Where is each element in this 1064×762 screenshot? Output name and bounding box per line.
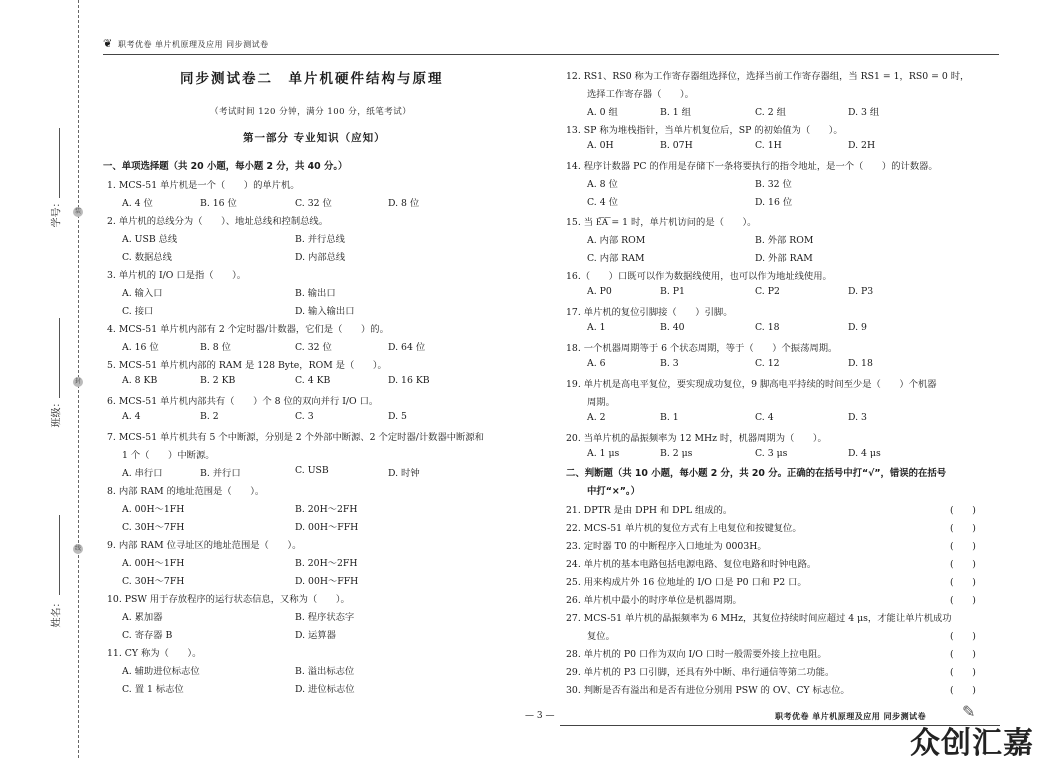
q7-option-d: D. 时钟 <box>388 468 420 479</box>
q2-option-b: B. 并行总线 <box>295 234 345 245</box>
q8-option-b: B. 20H～2FH <box>295 504 358 515</box>
q14-option-b: B. 32 位 <box>755 179 792 190</box>
question-5: 5. MCS-51 单片机内部的 RAM 是 128 Byte，ROM 是（ ）。 <box>107 360 387 371</box>
q10-option-a: A. 累加器 <box>122 612 163 623</box>
q4-option-b: B. 8 位 <box>200 342 231 353</box>
q7-option-b: B. 并行口 <box>200 468 241 479</box>
q4-option-c: C. 32 位 <box>295 342 332 353</box>
q20-option-d: D. 4 μs <box>848 448 881 459</box>
section-1-heading: 一、单项选择题（共 20 小题，每小题 2 分，共 40 分。） <box>103 161 348 172</box>
q12-option-d: D. 3 组 <box>848 107 880 118</box>
q9-option-b: B. 20H～2FH <box>295 558 358 569</box>
q4-option-d: D. 64 位 <box>388 342 426 353</box>
tf-answer-26[interactable]: ( ) <box>950 595 976 606</box>
q19-option-d: D. 3 <box>848 412 867 423</box>
q5-option-b: B. 2 KB <box>200 375 236 386</box>
tf-answer-21[interactable]: ( ) <box>950 505 976 516</box>
q7-option-a: A. 串行口 <box>122 468 163 479</box>
tf-question-22: 22. MCS-51 单片机的复位方式有上电复位和按键复位。 <box>566 523 802 534</box>
q12-option-c: C. 2 组 <box>755 107 786 118</box>
tf-question-26: 26. 单片机中最小的时序单位是机器周期。 <box>566 595 742 606</box>
tf-answer-23[interactable]: ( ) <box>950 541 976 552</box>
q20-option-b: B. 2 μs <box>660 448 693 459</box>
q2-option-d: D. 内部总线 <box>295 252 346 263</box>
question-16: 16.（ ）口既可以作为数据线使用，也可以作为地址线使用。 <box>566 271 832 282</box>
question-11: 11. CY 称为（ ）。 <box>107 648 202 659</box>
q8-option-a: A. 00H～1FH <box>122 504 185 515</box>
q12-option-b: B. 1 组 <box>660 107 691 118</box>
question-14: 14. 程序计数器 PC 的作用是存储下一条将要执行的指令地址，是一个（ ）的计数器。 <box>566 161 938 172</box>
question-19-line-1: 19. 单片机是高电平复位，要实现成功复位，9 脚高电平持续的时间至少是（ ）个机器 <box>566 379 937 390</box>
q16-option-c: C. P2 <box>755 286 780 297</box>
q10-option-b: B. 程序状态字 <box>295 612 355 623</box>
header-text: 职考优卷 单片机原理及应用 同步测试卷 <box>118 40 269 49</box>
q8-option-c: C. 30H～7FH <box>122 522 185 533</box>
tf-answer-24[interactable]: ( ) <box>950 559 976 570</box>
q13-option-c: C. 1H <box>755 140 782 151</box>
q5-option-a: A. 8 KB <box>122 375 158 386</box>
question-6: 6. MCS-51 单片机内部共有（ ）个 8 位的双向并行 I/O 口。 <box>107 396 379 407</box>
q14-option-d: D. 16 位 <box>755 197 793 208</box>
tf-question-27-line-2: 复位。 <box>587 631 615 642</box>
question-7-line-1: 7. MCS-51 单片机共有 5 个中断源，分别是 2 个外部中断源、2 个定时器/计数器中断源和 <box>107 432 484 443</box>
q20-option-c: C. 3 μs <box>755 448 788 459</box>
seal-mark-zhuang: 装 <box>74 208 81 215</box>
q4-option-a: A. 16 位 <box>122 342 159 353</box>
q9-option-d: D. 00H～FFH <box>295 576 359 587</box>
question-4: 4. MCS-51 单片机内部有 2 个定时器/计数器，它们是（ ）的。 <box>107 324 389 335</box>
q9-option-c: C. 30H～7FH <box>122 576 185 587</box>
q6-option-b: B. 2 <box>200 411 219 422</box>
part-title: 第一部分 专业知识（应知） <box>243 132 386 144</box>
q6-option-c: C. 3 <box>295 411 314 422</box>
q16-option-d: D. P3 <box>848 286 874 297</box>
q14-option-c: C. 4 位 <box>587 197 618 208</box>
seal-mark-xian: 线 <box>74 545 81 552</box>
question-3: 3. 单片机的 I/O 口是指（ ）。 <box>107 270 247 281</box>
q1-option-d: D. 8 位 <box>388 198 420 209</box>
question-9: 9. 内部 RAM 位寻址区的地址范围是（ ）。 <box>107 540 302 551</box>
question-1: 1. MCS-51 单片机是一个（ ）的单片机。 <box>107 180 300 191</box>
book-icon: ✎ <box>962 702 976 721</box>
q1-option-a: A. 4 位 <box>122 198 153 209</box>
page-title: 同步测试卷二 单片机硬件结构与原理 <box>180 71 444 87</box>
footer-text: 职考优卷 单片机原理及应用 同步测试卷 <box>775 712 927 721</box>
watermark: 众创汇嘉 <box>910 726 1034 761</box>
q15-option-a: A. 内部 ROM <box>587 235 646 246</box>
q3-option-a: A. 输入口 <box>122 288 163 299</box>
question-13: 13. SP 称为堆栈指针，当单片机复位后，SP 的初始值为（ ）。 <box>566 125 843 136</box>
question-12-line-2: 选择工作寄存器（ ）。 <box>587 89 694 100</box>
q6-option-d: D. 5 <box>388 411 407 422</box>
class-line <box>59 318 60 398</box>
tf-question-30: 30. 判断是否有溢出和是否有进位分别用 PSW 的 OV、CY 标志位。 <box>566 685 850 696</box>
q18-option-d: D. 18 <box>848 358 873 369</box>
tf-question-28: 28. 单片机的 P0 口作为双向 I/O 口时一般需要外接上拉电阻。 <box>566 649 827 660</box>
header-logo-icon: ❦ <box>103 37 113 50</box>
tf-answer-22[interactable]: ( ) <box>950 523 976 534</box>
tf-answer-29[interactable]: ( ) <box>950 667 976 678</box>
q13-option-b: B. 07H <box>660 140 693 151</box>
tf-answer-28[interactable]: ( ) <box>950 649 976 660</box>
seal-mark-feng: 封 <box>74 378 81 385</box>
q14-option-a: A. 8 位 <box>587 179 618 190</box>
q19-option-c: C. 4 <box>755 412 774 423</box>
q1-option-c: C. 32 位 <box>295 198 332 209</box>
student-id-line <box>59 128 60 198</box>
q3-option-b: B. 输出口 <box>295 288 336 299</box>
q17-option-d: D. 9 <box>848 322 867 333</box>
q11-option-b: B. 溢出标志位 <box>295 666 355 677</box>
question-2: 2. 单片机的总线分为（ ）、地址总线和控制总线。 <box>107 216 329 227</box>
q18-option-a: A. 6 <box>587 358 606 369</box>
q11-option-c: C. 置 1 标志位 <box>122 684 184 695</box>
header-rule <box>103 54 999 55</box>
question-18: 18. 一个机器周期等于 6 个状态周期，等于（ ）个振荡周期。 <box>566 343 838 354</box>
q10-option-d: D. 运算器 <box>295 630 336 641</box>
question-20: 20. 当单片机的晶振频率为 12 MHz 时，机器周期为（ ）。 <box>566 433 827 444</box>
tf-answer-25[interactable]: ( ) <box>950 577 976 588</box>
q17-option-a: A. 1 <box>587 322 606 333</box>
name-label: 姓名： <box>51 597 63 628</box>
q17-option-b: B. 40 <box>660 322 685 333</box>
q13-option-d: D. 2H <box>848 140 876 151</box>
q2-option-c: C. 数据总线 <box>122 252 172 263</box>
tf-question-29: 29. 单片机的 P3 口引脚，还具有外中断、串行通信等第二功能。 <box>566 667 835 678</box>
section-2-heading-line-2: 中打“×”。） <box>587 486 640 497</box>
q6-option-a: A. 4 <box>122 411 141 422</box>
tf-question-24: 24. 单片机的基本电路包括电源电路、复位电路和时钟电路。 <box>566 559 817 570</box>
tf-question-21: 21. DPTR 是由 DPH 和 DPL 组成的。 <box>566 505 733 516</box>
tf-answer-27[interactable]: ( ) <box>950 631 976 642</box>
tf-question-23: 23. 定时器 T0 的中断程序入口地址为 0003H。 <box>566 541 767 552</box>
q18-option-c: C. 12 <box>755 358 780 369</box>
q2-option-a: A. USB 总线 <box>122 234 178 245</box>
question-15: 15. 当 E͞A͞ = 1 时，单片机访问的是（ ）。 <box>566 217 757 228</box>
tf-answer-30[interactable]: ( ) <box>950 685 976 696</box>
q15-option-c: C. 内部 RAM <box>587 253 645 264</box>
q8-option-d: D. 00H～FFH <box>295 522 359 533</box>
q9-option-a: A. 00H～1FH <box>122 558 185 569</box>
q19-option-b: B. 1 <box>660 412 679 423</box>
page-number: — 3 — <box>525 711 555 721</box>
q15-option-d: D. 外部 RAM <box>755 253 813 264</box>
q11-option-a: A. 辅助进位标志位 <box>122 666 200 677</box>
q16-option-a: A. P0 <box>587 286 612 297</box>
student-id-label: 学号： <box>51 197 63 228</box>
q19-option-a: A. 2 <box>587 412 606 423</box>
q3-option-c: C. 接口 <box>122 306 154 317</box>
q5-option-c: C. 4 KB <box>295 375 331 386</box>
tf-question-27-line-1: 27. MCS-51 单片机的晶振频率为 6 MHz，其复位持续时间应超过 4 μs，才能让单片机成功 <box>566 613 952 624</box>
q1-option-b: B. 16 位 <box>200 198 237 209</box>
q7-option-c: C. USB <box>295 465 329 476</box>
q17-option-c: C. 18 <box>755 322 780 333</box>
q12-option-a: A. 0 组 <box>587 107 618 118</box>
tf-question-25: 25. 用来构成片外 16 位地址的 I/O 口是 P0 口和 P2 口。 <box>566 577 807 588</box>
q5-option-d: D. 16 KB <box>388 375 430 386</box>
q11-option-d: D. 进位标志位 <box>295 684 355 695</box>
exam-info: （考试时间 120 分钟，满分 100 分，纸笔考试） <box>210 107 412 117</box>
q20-option-a: A. 1 μs <box>587 448 620 459</box>
section-2-heading-line-1: 二、判断题（共 10 小题，每小题 2 分，共 20 分。正确的在括号中打“√”，错误的在括号 <box>566 468 947 479</box>
q16-option-b: B. P1 <box>660 286 685 297</box>
q10-option-c: C. 寄存器 B <box>122 630 173 641</box>
q18-option-b: B. 3 <box>660 358 679 369</box>
question-12-line-1: 12. RS1、RS0 称为工作寄存器组选择位，选择当前工作寄存器组，当 RS1 = 1，RS0 = 0 时， <box>566 71 970 82</box>
q15-option-b: B. 外部 ROM <box>755 235 814 246</box>
question-19-line-2: 周期。 <box>587 397 615 408</box>
class-label: 班级： <box>51 397 63 428</box>
q13-option-a: A. 0H <box>587 140 614 151</box>
name-line <box>59 515 60 595</box>
question-7-line-2: 1 个（ ）中断源。 <box>122 450 215 461</box>
question-17: 17. 单片机的复位引脚接（ ）引脚。 <box>566 307 733 318</box>
question-10: 10. PSW 用于存放程序的运行状态信息，又称为（ ）。 <box>107 594 350 605</box>
q3-option-d: D. 输入输出口 <box>295 306 355 317</box>
question-8: 8. 内部 RAM 的地址范围是（ ）。 <box>107 486 265 497</box>
